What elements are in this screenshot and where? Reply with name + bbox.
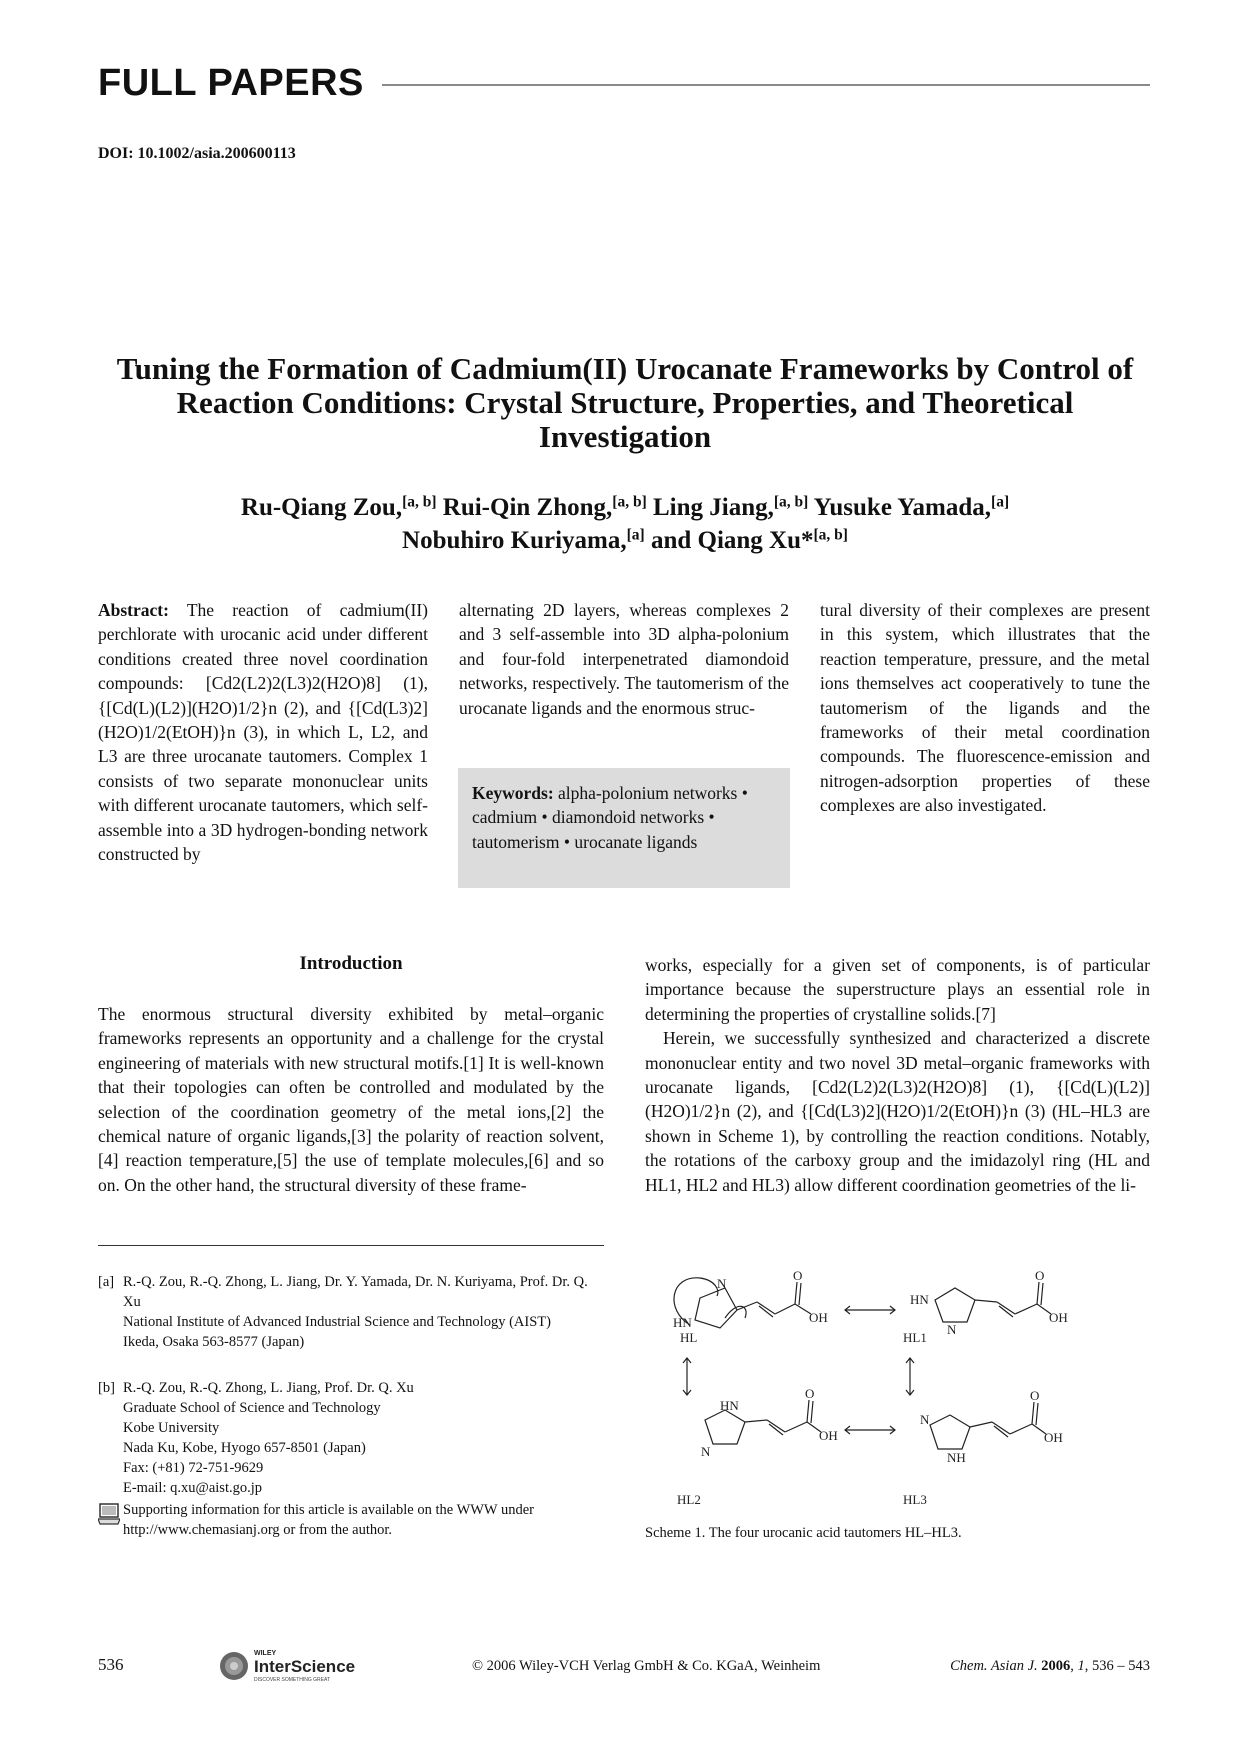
imidazole-ring bbox=[930, 1415, 970, 1449]
tautomer-label: HL3 bbox=[903, 1492, 927, 1507]
keywords-box: Keywords: alpha-polonium networks • cadmium • diamondoid networks • tautomerism • urocanate ligands bbox=[458, 768, 790, 888]
affiliation-tag: [a] bbox=[98, 1274, 115, 1290]
author-name: Qiang Xu bbox=[697, 527, 802, 554]
affiliation-address: Ikeda, Osaka 563-8577 (Japan) bbox=[123, 1334, 305, 1350]
wiley-interscience-logo bbox=[218, 1645, 388, 1685]
header-rule bbox=[382, 84, 1150, 86]
affiliation-names: R.-Q. Zou, R.-Q. Zhong, L. Jiang, Dr. Y. Yamada, Dr. N. Kuriyama, Prof. Dr. Q. Xu bbox=[123, 1274, 588, 1310]
keyword: alpha-polonium networks bbox=[558, 783, 738, 803]
tautomer-label: HL bbox=[680, 1330, 698, 1345]
author-name: Ling Jiang bbox=[652, 494, 768, 521]
affiliation-department: Graduate School of Science and Technology bbox=[123, 1400, 381, 1416]
imidazole-ring bbox=[935, 1288, 975, 1322]
author-affiliation: [a, b] bbox=[773, 493, 809, 511]
abstract-label: Abstract: bbox=[98, 600, 169, 620]
atom-label: N bbox=[920, 1412, 930, 1427]
atom-label: O bbox=[1035, 1270, 1045, 1283]
supporting-info-text: Supporting information for this article is available on the WWW under http://www.chemasianj.org or from the author. bbox=[123, 1502, 534, 1538]
affiliation-university: Kobe University bbox=[123, 1420, 220, 1436]
author-name: Yusuke Yamada bbox=[813, 494, 985, 521]
author-name: Ru-Qiang Zou bbox=[240, 494, 396, 521]
affiliation-a bbox=[98, 1272, 604, 1352]
compound-3: {[Cd(L3)2](H2O)1/2(EtOH)}n (3) bbox=[98, 697, 428, 743]
keywords-label: Keywords: bbox=[472, 783, 554, 803]
author-list: Ru-Qiang Zou,[a, b] Rui-Qin Zhong,[a, b] Ling Jiang,[a, b] Yusuke Yamada,[a] Nobuhiro Kuriyama,[a] and Qiang Xu*[a, b] bbox=[240, 493, 1010, 554]
affiliation-email: E-mail: q.xu@aist.go.jp bbox=[123, 1480, 263, 1496]
atom-label: HN bbox=[910, 1292, 929, 1307]
atom-label: OH bbox=[819, 1428, 838, 1443]
affiliation-tag: [b] bbox=[98, 1380, 115, 1396]
atom-label: O bbox=[805, 1386, 815, 1401]
atom-label: HN bbox=[720, 1398, 739, 1413]
affiliation-address: Nada Ku, Kobe, Hyogo 657-8501 (Japan) bbox=[123, 1440, 366, 1456]
supporting-info-note bbox=[98, 1500, 604, 1540]
atom-label: HN bbox=[673, 1315, 692, 1330]
journal-pages: 536 – 543 bbox=[1092, 1658, 1150, 1674]
body-paragraph: works, especially for a given set of components, is of particular importance because the superstructure plays an essential role in determining the properties of crystalline solids.[7] bbox=[645, 955, 1150, 1024]
doi: DOI: 10.1002/asia.200600113 bbox=[98, 145, 296, 162]
affiliation-fax: Fax: (+81) 72-751-9629 bbox=[123, 1460, 264, 1476]
abstract-text: The reaction of cadmium(II) perchlorate with urocanic acid under different conditions created three novel coordination compounds: bbox=[98, 600, 428, 694]
journal-name: Chem. Asian J. bbox=[950, 1658, 1038, 1674]
keyword: diamondoid networks bbox=[552, 807, 705, 828]
corresponding-mark: * bbox=[801, 527, 814, 554]
copyright-notice: © 2006 Wiley-VCH Verlag GmbH & Co. KGaA, Weinheim bbox=[472, 1658, 821, 1674]
article-title: Tuning the Formation of Cadmium(II) Urocanate Frameworks by Control of Reaction Conditions: Crystal Structure, Properties, and Theoretical Investigation bbox=[116, 351, 1134, 454]
introduction-column-1: The enormous structural diversity exhibited by metal–organic frameworks represents an opportunity and a challenge for the crystal engineering of materials with new structural motifs.[1] It is well-known that their topologies can often be controlled and modulated by the selection of the coordination geometry of the metal ions,[2] the chemical nature of organic ligands,[3] the polarity of reaction solvent,[4] reaction temperature,[5] the use of template molecules,[6] and so on. On the other hand, the structural diversity of these frame- bbox=[98, 1004, 604, 1195]
atom-label: N bbox=[717, 1276, 727, 1291]
logo-main-text: InterScience bbox=[254, 1657, 356, 1676]
imidazole-ring bbox=[695, 1288, 737, 1328]
keyword: urocanate ligands bbox=[574, 831, 698, 852]
author-affiliation: [a, b] bbox=[402, 493, 437, 511]
abstract-column-2: alternating 2D layers, whereas complexes 2 and 3 self-assemble into 3D alpha-polonium and four-fold interpenetrated diamondoid networks, respectively. The tautomerism of the urocanate ligands and the enormous struc- bbox=[459, 600, 789, 718]
atom-label: N bbox=[701, 1444, 711, 1459]
author-conjunction: and bbox=[650, 527, 692, 554]
author-affiliation: [a] bbox=[991, 493, 1010, 511]
journal-volume: 1 bbox=[1077, 1658, 1085, 1674]
affiliation-names: R.-Q. Zou, R.-Q. Zhong, L. Jiang, Prof. Dr. Q. Xu bbox=[123, 1380, 414, 1396]
abstract-column-1: Abstract: The reaction of cadmium(II) perchlorate with urocanic acid under different conditions created three novel coordination compounds: [Cd2(L2)2(L3)2(H2O)8] (1), {[Cd(L)(L2)](H2O)1/2}n (2), and {[Cd(L3)2](H2O)1/2(EtOH)}n (3), in which L, L2, and L3 are three urocanate tautomers. Complex 1 consists of two separate mononuclear units with different urocanate tautomers, which self-assemble into a 3D hydrogen-bonding network constructed by bbox=[98, 600, 429, 865]
journal-year: 2006 bbox=[1041, 1658, 1071, 1674]
tautomer-label: HL1 bbox=[903, 1330, 927, 1345]
logo-tagline: DISCOVER SOMETHING GREAT bbox=[254, 1677, 331, 1683]
scheme-caption: Scheme 1. The four urocanic acid tautomers HL–HL3. bbox=[645, 1525, 962, 1541]
author-name: Rui-Qin Zhong bbox=[442, 494, 607, 521]
atom-label: N bbox=[947, 1322, 957, 1337]
affiliation-institution: National Institute of Advanced Industrial Science and Technology (AIST) bbox=[123, 1314, 551, 1330]
atom-label: O bbox=[793, 1270, 803, 1283]
imidazole-ring bbox=[705, 1410, 745, 1444]
author-affiliation: [a, b] bbox=[612, 493, 647, 511]
computer-icon bbox=[98, 1502, 120, 1526]
journal-citation: Chem. Asian J. 2006, 1, 536 – 543 bbox=[950, 1658, 1150, 1674]
logo-top-text: WILEY bbox=[254, 1650, 277, 1657]
scheme-1-tautomers bbox=[645, 1270, 1150, 1520]
author-name: Nobuhiro Kuriyama bbox=[402, 527, 621, 554]
atom-label: OH bbox=[1049, 1310, 1068, 1325]
affiliation-b bbox=[98, 1378, 604, 1498]
keyword: tautomerism bbox=[472, 831, 560, 852]
atom-label: NH bbox=[947, 1450, 966, 1465]
introduction-heading: Introduction bbox=[299, 953, 403, 974]
atom-label: OH bbox=[809, 1310, 828, 1325]
section-label: FULL PAPERS bbox=[98, 62, 364, 104]
atom-label: OH bbox=[1044, 1430, 1063, 1445]
abstract-text: , in which L, L2, and L3 are three urocanate tautomers. Complex 1 consists of two separate mononuclear units with different urocanate tautomers, which self-assemble into a 3D hydrogen-bonding network constructed by bbox=[98, 722, 428, 865]
body-paragraph: Herein, we successfully synthesized and characterized a discrete mononuclear entity and two novel 3D metal–organic frameworks with urocanate ligands, [Cd2(L2)2(L3)2(H2O)8] (1), {[Cd(L)(L2)](H2O)1/2}n (2), and {[Cd(L3)2](H2O)1/2(EtOH)}n (3) (HL–HL3 are shown in Scheme 1), by controlling the reaction conditions. Notably, the rotations of the carboxy group and the imidazolyl ring (HL and HL1, HL2 and HL3) allow different coordination geometries of the li- bbox=[645, 1028, 1150, 1195]
introduction-column-2 bbox=[645, 953, 1150, 1197]
footnote-rule bbox=[98, 1245, 604, 1246]
abstract-column-3: tural diversity of their complexes are present in this system, which illustrates that the reaction temperature, pressure, and the metal ions themselves act cooperatively to tune the tautomerism of the ligands and the frameworks of their metal coordination compounds. The fluorescence-emission and nitrogen-adsorption properties of these complexes are also investigated. bbox=[820, 600, 1150, 816]
compound-1: [Cd2(L2)2(L3)2(H2O)8] (1) bbox=[205, 673, 424, 694]
page-number: 536 bbox=[98, 1655, 124, 1674]
atom-label: O bbox=[1030, 1388, 1040, 1403]
compound-2: {[Cd(L)(L2)](H2O)1/2}n (2) bbox=[98, 697, 305, 718]
author-affiliation: [a] bbox=[626, 526, 645, 544]
keyword: cadmium bbox=[472, 807, 538, 828]
author-affiliation: [a, b] bbox=[813, 526, 848, 544]
tautomer-label: HL2 bbox=[677, 1492, 701, 1507]
